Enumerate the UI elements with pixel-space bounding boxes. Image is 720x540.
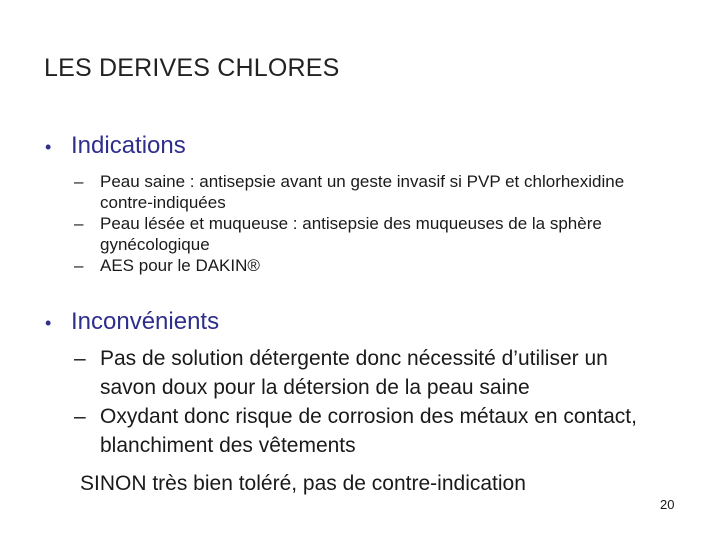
list-item: – Peau saine : antisepsie avant un geste invasif si PVP et chlorhexidine contre-indiquées xyxy=(74,172,625,212)
inconvenients-list xyxy=(74,344,664,460)
list-item: – AES pour le DAKIN® xyxy=(74,256,260,275)
bullet-icon: • xyxy=(45,313,52,333)
list-item: – Peau lésée et muqueuse : antisepsie des muqueuses de la sphère gynécologique xyxy=(74,214,602,254)
dash-icon: – xyxy=(74,256,84,275)
section-heading-label: Inconvénients xyxy=(71,308,220,335)
dash-icon: – xyxy=(74,347,86,370)
dash-icon: – xyxy=(74,172,84,191)
dash-icon: – xyxy=(74,405,86,428)
list-item: – Pas de solution détergente donc nécessité d’utiliser un savon doux pour la détersion de la peau saine xyxy=(74,344,664,402)
bullet-icon: • xyxy=(45,137,52,157)
indications-list xyxy=(74,171,634,276)
dash-icon: – xyxy=(74,214,84,233)
list-item: – Oxydant donc risque de corrosion des métaux en contact, blanchiment des vêtements xyxy=(74,402,664,460)
slide-title: LES DERIVES CHLORES xyxy=(44,54,340,82)
section-heading-label: Indications xyxy=(71,132,186,159)
closing-note: SINON très bien toléré, pas de contre-indication xyxy=(80,472,526,495)
page-number: 20 xyxy=(660,497,675,512)
section-heading-indications xyxy=(45,132,186,160)
section-heading-inconvenients xyxy=(45,308,219,336)
